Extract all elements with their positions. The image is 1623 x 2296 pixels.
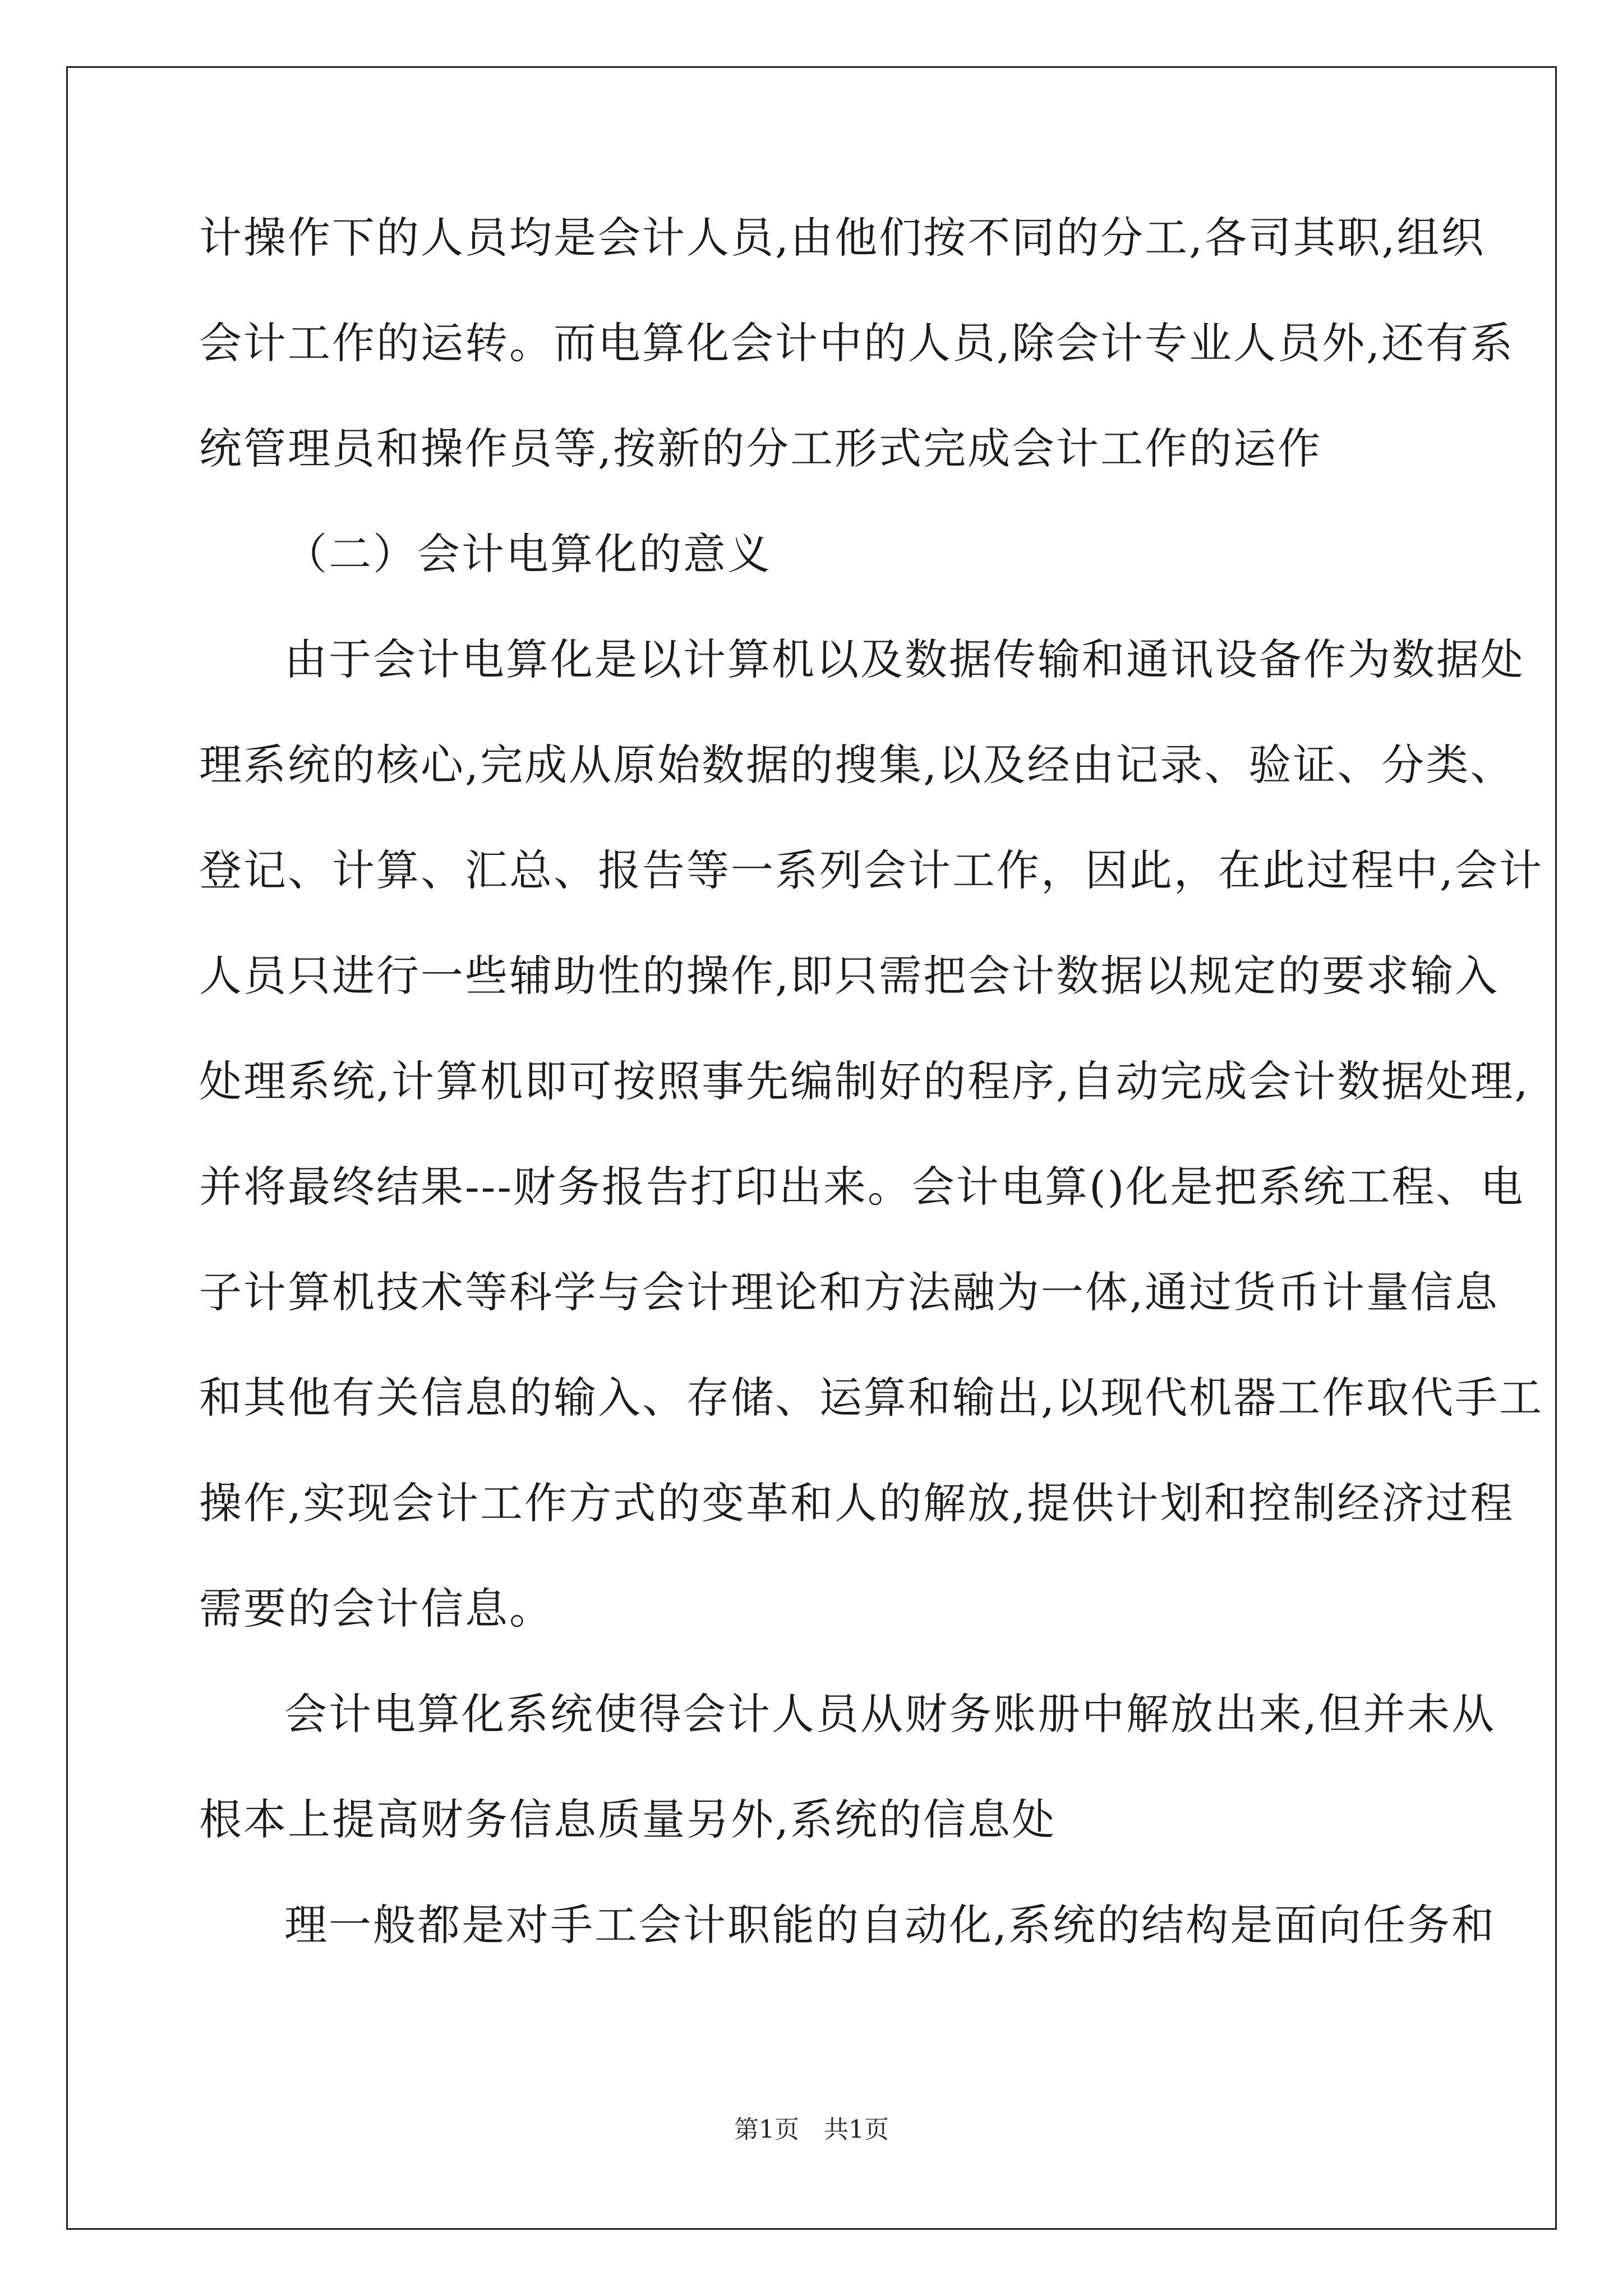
- text-line: 由于会计电算化是以计算机以及数据传输和通讯设备作为数据处: [284, 634, 1525, 684]
- text-line: 子计算机技术等科学与会计理论和方法融为一体,通过货币计量信息: [199, 1267, 1500, 1317]
- text-line: 并将最终结果---财务报告打印出来。会计电算()化是把系统工程、电: [199, 1162, 1525, 1212]
- text-line: 会计电算化系统使得会计人员从财务账册中解放出来,但并未从: [284, 1689, 1496, 1739]
- document-body: [199, 185, 1544, 1978]
- text-line: 登记、计算、汇总、报告等一系列会计工作，因此，在此过程中,会计: [199, 845, 1544, 895]
- text-line: 理一般都是对手工会计职能的自动化,系统的结构是面向任务和: [284, 1900, 1496, 1950]
- text-line: 统管理员和操作员等,按新的分工形式完成会计工作的运作: [199, 424, 1322, 473]
- page-number: 第1页 共1页: [734, 2115, 889, 2144]
- text-line: 人员只进行一些辅助性的操作,即只需把会计数据以规定的要求输入: [199, 951, 1500, 1001]
- section-heading: （二）会计电算化的意义: [284, 529, 772, 579]
- text-line: 需要的会计信息。: [199, 1584, 554, 1634]
- text-line: 操作,实现会计工作方式的变革和人的解放,提供计划和控制经济过程: [199, 1478, 1515, 1528]
- text-line: 会计工作的运转。而电算化会计中的人员,除会计专业人员外,还有系: [199, 318, 1515, 368]
- text-line: 计操作下的人员均是会计人员,由他们按不同的分工,各司其职,组织: [199, 213, 1486, 263]
- text-line: 根本上提高财务信息质量另外,系统的信息处: [199, 1795, 1057, 1844]
- text-line: 处理系统,计算机即可按照事先编制好的程序,自动完成会计数据处理,: [199, 1056, 1530, 1106]
- text-line: 和其他有关信息的输入、存储、运算和输出,以现代机器工作取代手工: [199, 1373, 1544, 1423]
- text-line: 理系统的核心,完成从原始数据的搜集,以及经由记录、验证、分类、: [199, 740, 1515, 790]
